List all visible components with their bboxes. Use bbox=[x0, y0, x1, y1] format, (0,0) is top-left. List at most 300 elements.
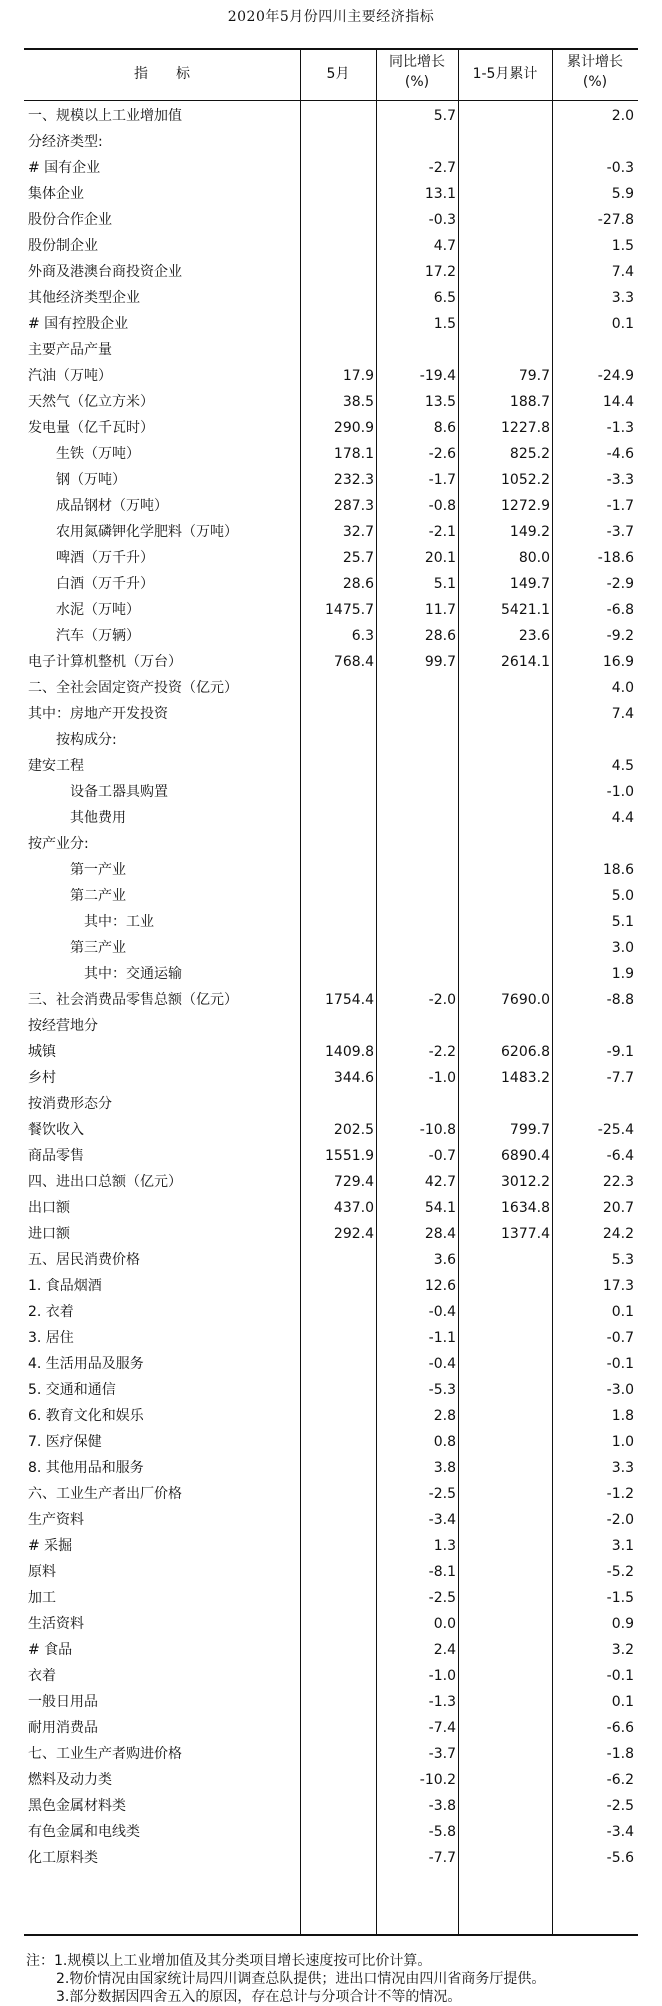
row-cum-growth-value: 3.3 bbox=[611, 290, 634, 306]
row-indicator: 按构成分: bbox=[56, 732, 117, 748]
row-yoy-value: 13.1 bbox=[424, 186, 456, 202]
row-indicator: 3. 居住 bbox=[28, 1330, 74, 1346]
row-indicator: 原料 bbox=[28, 1564, 56, 1580]
table-row bbox=[24, 1117, 638, 1143]
row-indicator: 1. 食品烟酒 bbox=[28, 1278, 102, 1294]
row-may-value: 1551.9 bbox=[325, 1148, 374, 1164]
row-indicator: 生产资料 bbox=[28, 1512, 84, 1528]
row-cum-growth-value: 4.5 bbox=[611, 758, 634, 774]
table-row bbox=[24, 883, 638, 909]
table-row bbox=[24, 1403, 638, 1429]
row-cum-value bbox=[458, 1325, 550, 1351]
row-yoy-value: -0.4 bbox=[428, 1304, 456, 1320]
row-cum-growth-value: -0.3 bbox=[606, 160, 634, 176]
table-row bbox=[24, 1845, 638, 1871]
header-may: 5月 bbox=[326, 66, 350, 82]
row-cum-growth-value bbox=[552, 1091, 634, 1117]
row-indicator: 4. 生活用品及服务 bbox=[28, 1356, 144, 1372]
row-yoy-value: -0.7 bbox=[428, 1148, 456, 1164]
row-indicator: 建安工程 bbox=[28, 758, 84, 774]
row-cum-value: 1272.9 bbox=[501, 498, 550, 514]
table-row bbox=[24, 1559, 638, 1585]
row-indicator: 第一产业 bbox=[70, 862, 126, 878]
row-indicator: 8. 其他用品和服务 bbox=[28, 1460, 144, 1476]
row-cum-growth-value: 22.3 bbox=[602, 1174, 634, 1190]
table-row bbox=[24, 311, 638, 337]
row-yoy-value: 99.7 bbox=[424, 654, 456, 670]
row-indicator: 7. 医疗保健 bbox=[28, 1434, 102, 1450]
table-row bbox=[24, 103, 638, 129]
row-may-value bbox=[300, 1507, 374, 1533]
row-indicator: 一般日用品 bbox=[28, 1694, 98, 1710]
row-cum-growth-value: 5.0 bbox=[611, 888, 634, 904]
header-yoy bbox=[376, 52, 458, 92]
row-may-value bbox=[300, 1273, 374, 1299]
row-may-value bbox=[300, 1481, 374, 1507]
row-cum-value bbox=[458, 1663, 550, 1689]
table-row bbox=[24, 545, 638, 571]
row-yoy-value: -7.7 bbox=[428, 1850, 456, 1866]
row-indicator: 其中：房地产开发投资 bbox=[28, 706, 168, 722]
row-cum-growth-value: -0.1 bbox=[606, 1668, 634, 1684]
row-cum-growth-value: 3.2 bbox=[611, 1642, 634, 1658]
table-top-rule bbox=[24, 48, 638, 50]
table-row bbox=[24, 1169, 638, 1195]
table-row bbox=[24, 1637, 638, 1663]
row-cum-value bbox=[458, 857, 550, 883]
row-cum-growth-value: 20.7 bbox=[602, 1200, 634, 1216]
row-indicator: # 食品 bbox=[28, 1642, 73, 1658]
table-row bbox=[24, 1481, 638, 1507]
row-may-value bbox=[300, 727, 374, 753]
row-indicator: 餐饮收入 bbox=[28, 1122, 84, 1138]
row-yoy-value: -2.5 bbox=[428, 1590, 456, 1606]
row-indicator: 其中：工业 bbox=[84, 914, 154, 930]
row-cum-value: 1052.2 bbox=[501, 472, 550, 488]
row-yoy-value: 28.6 bbox=[424, 628, 456, 644]
row-yoy-value: -1.1 bbox=[428, 1330, 456, 1346]
row-yoy-value bbox=[376, 857, 456, 883]
row-cum-growth-value: -1.7 bbox=[606, 498, 634, 514]
table-row bbox=[24, 1247, 638, 1273]
row-cum-growth-value: -3.3 bbox=[606, 472, 634, 488]
row-may-value bbox=[300, 805, 374, 831]
row-indicator: 进口额 bbox=[28, 1226, 70, 1242]
row-indicator: 衣着 bbox=[28, 1668, 56, 1684]
row-cum-value: 79.7 bbox=[518, 368, 550, 384]
row-cum-value bbox=[458, 909, 550, 935]
table-row bbox=[24, 1689, 638, 1715]
row-yoy-value bbox=[376, 805, 456, 831]
table-row bbox=[24, 753, 638, 779]
row-cum-value: 825.2 bbox=[509, 446, 550, 462]
row-cum-growth-value: 1.8 bbox=[611, 1408, 634, 1424]
row-cum-growth-value: -1.3 bbox=[606, 420, 634, 436]
row-cum-value bbox=[458, 181, 550, 207]
row-cum-value bbox=[458, 311, 550, 337]
row-yoy-value bbox=[376, 1091, 456, 1117]
row-cum-value: 149.2 bbox=[509, 524, 550, 540]
row-cum-value bbox=[458, 961, 550, 987]
row-cum-growth-value bbox=[552, 337, 634, 363]
row-yoy-value: -1.3 bbox=[428, 1694, 456, 1710]
row-indicator: 四、进出口总额（亿元） bbox=[28, 1174, 182, 1190]
row-indicator: 二、全社会固定资产投资（亿元） bbox=[28, 680, 238, 696]
row-indicator: 按产业分: bbox=[28, 836, 89, 852]
row-cum-growth-value: -1.8 bbox=[606, 1746, 634, 1762]
row-cum-value: 1634.8 bbox=[501, 1200, 550, 1216]
row-may-value bbox=[300, 1325, 374, 1351]
header-yoy-unit: (%) bbox=[404, 74, 430, 90]
row-indicator: 其他经济类型企业 bbox=[28, 290, 140, 306]
table-row bbox=[24, 649, 638, 675]
table-row bbox=[24, 1819, 638, 1845]
row-may-value bbox=[300, 779, 374, 805]
row-may-value bbox=[300, 181, 374, 207]
row-cum-growth-value: -18.6 bbox=[597, 550, 634, 566]
row-cum-value: 799.7 bbox=[509, 1122, 550, 1138]
row-cum-growth-value: -2.0 bbox=[606, 1512, 634, 1528]
row-may-value bbox=[300, 1091, 374, 1117]
row-yoy-value: 5.7 bbox=[433, 108, 456, 124]
row-indicator: 5. 交通和通信 bbox=[28, 1382, 116, 1398]
row-cum-value bbox=[458, 233, 550, 259]
row-indicator: 电子计算机整机（万台） bbox=[28, 654, 182, 670]
table-row bbox=[24, 987, 638, 1013]
row-indicator: # 采掘 bbox=[28, 1538, 73, 1554]
row-yoy-value: -10.8 bbox=[419, 1122, 456, 1138]
row-cum-value bbox=[458, 129, 550, 155]
table-row bbox=[24, 467, 638, 493]
row-may-value: 1409.8 bbox=[325, 1044, 374, 1060]
row-yoy-value: 54.1 bbox=[424, 1200, 456, 1216]
row-cum-growth-value: 2.0 bbox=[611, 108, 634, 124]
table-row bbox=[24, 129, 638, 155]
row-cum-growth-value: 0.9 bbox=[611, 1616, 634, 1632]
row-indicator: 钢（万吨） bbox=[56, 472, 126, 488]
row-may-value bbox=[300, 1715, 374, 1741]
row-cum-value: 188.7 bbox=[509, 394, 550, 410]
table-row bbox=[24, 181, 638, 207]
row-may-value: 287.3 bbox=[333, 498, 374, 514]
table-row bbox=[24, 1221, 638, 1247]
row-cum-growth-value: -27.8 bbox=[597, 212, 634, 228]
row-cum-value: 5421.1 bbox=[501, 602, 550, 618]
row-yoy-value: 2.4 bbox=[433, 1642, 456, 1658]
row-yoy-value: -2.1 bbox=[428, 524, 456, 540]
row-may-value: 344.6 bbox=[333, 1070, 374, 1086]
row-yoy-value: -5.8 bbox=[428, 1824, 456, 1840]
row-indicator: 集体企业 bbox=[28, 186, 84, 202]
row-yoy-value bbox=[376, 129, 456, 155]
table-row bbox=[24, 779, 638, 805]
row-yoy-value bbox=[376, 1013, 456, 1039]
row-cum-value: 1483.2 bbox=[501, 1070, 550, 1086]
row-yoy-value: -5.3 bbox=[428, 1382, 456, 1398]
row-may-value: 437.0 bbox=[333, 1200, 374, 1216]
row-yoy-value: -10.2 bbox=[419, 1772, 456, 1788]
row-yoy-value bbox=[376, 337, 456, 363]
table-row bbox=[24, 857, 638, 883]
row-cum-growth-value: 0.1 bbox=[611, 1304, 634, 1320]
row-may-value: 232.3 bbox=[333, 472, 374, 488]
table-row bbox=[24, 1663, 638, 1689]
row-cum-growth-value: -1.0 bbox=[606, 784, 634, 800]
row-yoy-value: -2.7 bbox=[428, 160, 456, 176]
row-may-value: 38.5 bbox=[342, 394, 374, 410]
row-cum-value: 1227.8 bbox=[501, 420, 550, 436]
table-row bbox=[24, 831, 638, 857]
row-indicator: 啤酒（万千升） bbox=[56, 550, 154, 566]
table-row bbox=[24, 1299, 638, 1325]
row-cum-growth-value: -24.9 bbox=[597, 368, 634, 384]
row-may-value bbox=[300, 337, 374, 363]
row-indicator: 成品钢材（万吨） bbox=[56, 498, 168, 514]
row-cum-value bbox=[458, 1585, 550, 1611]
row-cum-growth-value: -9.2 bbox=[606, 628, 634, 644]
row-cum-value bbox=[458, 727, 550, 753]
row-yoy-value: 4.7 bbox=[433, 238, 456, 254]
row-yoy-value bbox=[376, 727, 456, 753]
row-cum-value bbox=[458, 779, 550, 805]
row-indicator: 农用氮磷钾化学肥料（万吨） bbox=[56, 524, 238, 540]
row-yoy-value: 8.6 bbox=[433, 420, 456, 436]
row-yoy-value: -1.0 bbox=[428, 1070, 456, 1086]
row-cum-value bbox=[458, 1741, 550, 1767]
row-cum-growth-value: 14.4 bbox=[602, 394, 634, 410]
row-may-value bbox=[300, 883, 374, 909]
row-indicator: # 国有企业 bbox=[28, 160, 101, 176]
row-cum-value bbox=[458, 1715, 550, 1741]
row-indicator: 分经济类型: bbox=[28, 134, 103, 150]
row-may-value bbox=[300, 753, 374, 779]
row-may-value bbox=[300, 1455, 374, 1481]
row-cum-value bbox=[458, 805, 550, 831]
row-cum-value bbox=[458, 1377, 550, 1403]
row-cum-growth-value: 3.0 bbox=[611, 940, 634, 956]
row-yoy-value: -2.6 bbox=[428, 446, 456, 462]
row-cum-value bbox=[458, 155, 550, 181]
table-row bbox=[24, 1091, 638, 1117]
row-may-value bbox=[300, 1429, 374, 1455]
row-indicator: 股份合作企业 bbox=[28, 212, 112, 228]
row-cum-growth-value: -7.7 bbox=[606, 1070, 634, 1086]
row-may-value bbox=[300, 207, 374, 233]
row-may-value bbox=[300, 155, 374, 181]
footnote-3: 3.部分数据因四舍五入的原因，存在总计与分项合计不等的情况。 bbox=[56, 1989, 462, 2005]
header-indicator: 指 标 bbox=[134, 66, 190, 82]
row-yoy-value bbox=[376, 883, 456, 909]
row-may-value: 1754.4 bbox=[325, 992, 374, 1008]
row-yoy-value: 2.8 bbox=[433, 1408, 456, 1424]
row-cum-growth-value: -5.6 bbox=[606, 1850, 634, 1866]
header-cum: 1-5月累计 bbox=[472, 66, 538, 82]
table-row bbox=[24, 519, 638, 545]
row-may-value bbox=[300, 675, 374, 701]
row-yoy-value: 28.4 bbox=[424, 1226, 456, 1242]
row-cum-value bbox=[458, 1637, 550, 1663]
table-row bbox=[24, 1377, 638, 1403]
row-yoy-value: -3.4 bbox=[428, 1512, 456, 1528]
row-indicator: 按经营地分 bbox=[28, 1018, 98, 1034]
row-yoy-value: 42.7 bbox=[424, 1174, 456, 1190]
row-cum-growth-value: -5.2 bbox=[606, 1564, 634, 1580]
table-row bbox=[24, 1429, 638, 1455]
row-yoy-value: -2.2 bbox=[428, 1044, 456, 1060]
table-row bbox=[24, 961, 638, 987]
row-cum-value bbox=[458, 337, 550, 363]
row-yoy-value: -3.8 bbox=[428, 1798, 456, 1814]
row-cum-value: 149.7 bbox=[509, 576, 550, 592]
row-cum-growth-value bbox=[552, 831, 634, 857]
row-yoy-value: -2.0 bbox=[428, 992, 456, 1008]
row-may-value bbox=[300, 1013, 374, 1039]
row-cum-value bbox=[458, 1689, 550, 1715]
table-row bbox=[24, 909, 638, 935]
row-cum-growth-value: 24.2 bbox=[602, 1226, 634, 1242]
row-cum-value bbox=[458, 1481, 550, 1507]
row-indicator: 其中：交通运输 bbox=[84, 966, 182, 982]
table-row bbox=[24, 1533, 638, 1559]
row-cum-value: 23.6 bbox=[518, 628, 550, 644]
table-row bbox=[24, 1715, 638, 1741]
row-yoy-value: -8.1 bbox=[428, 1564, 456, 1580]
row-yoy-value: 1.5 bbox=[433, 316, 456, 332]
row-cum-value bbox=[458, 1299, 550, 1325]
row-cum-growth-value: 0.1 bbox=[611, 316, 634, 332]
row-indicator: 汽车（万辆） bbox=[56, 628, 140, 644]
row-cum-value bbox=[458, 207, 550, 233]
row-may-value: 729.4 bbox=[333, 1174, 374, 1190]
row-cum-value bbox=[458, 935, 550, 961]
footnote-2: 2.物价情况由国家统计局四川调查总队提供；进出口情况由四川省商务厅提供。 bbox=[56, 1971, 546, 1987]
table-row bbox=[24, 935, 638, 961]
row-cum-value bbox=[458, 285, 550, 311]
row-indicator: 一、规模以上工业增加值 bbox=[28, 108, 182, 124]
row-cum-value bbox=[458, 753, 550, 779]
row-cum-value: 3012.2 bbox=[501, 1174, 550, 1190]
row-may-value: 28.6 bbox=[342, 576, 374, 592]
row-may-value: 202.5 bbox=[333, 1122, 374, 1138]
table-row bbox=[24, 1013, 638, 1039]
row-cum-growth-value: 4.4 bbox=[611, 810, 634, 826]
row-yoy-value: -0.4 bbox=[428, 1356, 456, 1372]
table-row bbox=[24, 1039, 638, 1065]
row-indicator: 设备工器具购置 bbox=[70, 784, 168, 800]
row-may-value: 292.4 bbox=[333, 1226, 374, 1242]
table-row bbox=[24, 207, 638, 233]
row-cum-growth-value: -2.9 bbox=[606, 576, 634, 592]
header-cum-growth-unit: (%) bbox=[582, 74, 608, 90]
row-indicator: 其他费用 bbox=[70, 810, 126, 826]
row-yoy-value: 13.5 bbox=[424, 394, 456, 410]
row-cum-growth-value: -4.6 bbox=[606, 446, 634, 462]
row-may-value bbox=[300, 103, 374, 129]
table-row bbox=[24, 1143, 638, 1169]
row-cum-value bbox=[458, 883, 550, 909]
row-indicator: 燃料及动力类 bbox=[28, 1772, 112, 1788]
row-may-value bbox=[300, 1533, 374, 1559]
row-cum-growth-value: -1.2 bbox=[606, 1486, 634, 1502]
table-row bbox=[24, 1195, 638, 1221]
row-indicator: 五、居民消费价格 bbox=[28, 1252, 140, 1268]
row-cum-growth-value: 1.0 bbox=[611, 1434, 634, 1450]
row-cum-growth-value: -3.4 bbox=[606, 1824, 634, 1840]
table-row bbox=[24, 727, 638, 753]
row-may-value bbox=[300, 1819, 374, 1845]
row-indicator: 六、工业生产者出厂价格 bbox=[28, 1486, 182, 1502]
footnote-1: 注：1.规模以上工业增加值及其分类项目增长速度按可比价计算。 bbox=[26, 1953, 432, 1969]
row-cum-growth-value: -1.5 bbox=[606, 1590, 634, 1606]
row-indicator: 主要产品产量 bbox=[28, 342, 112, 358]
row-may-value: 17.9 bbox=[342, 368, 374, 384]
row-cum-growth-value: -3.0 bbox=[606, 1382, 634, 1398]
row-yoy-value bbox=[376, 701, 456, 727]
table-row bbox=[24, 155, 638, 181]
header-yoy-label: 同比增长 bbox=[389, 54, 445, 70]
row-may-value bbox=[300, 1663, 374, 1689]
row-cum-growth-value bbox=[552, 1013, 634, 1039]
row-cum-growth-value: -6.6 bbox=[606, 1720, 634, 1736]
row-indicator: 七、工业生产者购进价格 bbox=[28, 1746, 182, 1762]
row-may-value bbox=[300, 1377, 374, 1403]
row-cum-growth-value: 0.1 bbox=[611, 1694, 634, 1710]
table-row bbox=[24, 1325, 638, 1351]
row-indicator: 按消费形态分 bbox=[28, 1096, 112, 1112]
row-cum-value bbox=[458, 1507, 550, 1533]
row-cum-value bbox=[458, 701, 550, 727]
row-yoy-value bbox=[376, 909, 456, 935]
table-row bbox=[24, 571, 638, 597]
header-cum-growth bbox=[552, 52, 638, 92]
row-cum-value bbox=[458, 1091, 550, 1117]
row-cum-value bbox=[458, 1429, 550, 1455]
row-indicator: 加工 bbox=[28, 1590, 56, 1606]
row-indicator: 黑色金属材料类 bbox=[28, 1798, 126, 1814]
row-cum-growth-value: 3.3 bbox=[611, 1460, 634, 1476]
row-cum-growth-value: 5.1 bbox=[611, 914, 634, 930]
row-cum-growth-value: 17.3 bbox=[602, 1278, 634, 1294]
row-indicator: 化工原料类 bbox=[28, 1850, 98, 1866]
row-yoy-value bbox=[376, 675, 456, 701]
row-cum-value: 2614.1 bbox=[501, 654, 550, 670]
row-cum-growth-value: 7.4 bbox=[611, 264, 634, 280]
row-cum-value bbox=[458, 1845, 550, 1871]
row-indicator: 发电量（亿千瓦时） bbox=[28, 420, 154, 436]
page-title: 2020年5月份四川主要经济指标 bbox=[227, 9, 435, 25]
header-cum-growth-label: 累计增长 bbox=[567, 54, 623, 70]
row-yoy-value: -3.7 bbox=[428, 1746, 456, 1762]
row-may-value: 6.3 bbox=[351, 628, 374, 644]
row-cum-growth-value: -2.5 bbox=[606, 1798, 634, 1814]
row-yoy-value bbox=[376, 935, 456, 961]
row-cum-growth-value: -25.4 bbox=[597, 1122, 634, 1138]
row-indicator: 外商及港澳台商投资企业 bbox=[28, 264, 182, 280]
table-row bbox=[24, 1767, 638, 1793]
row-yoy-value: 5.1 bbox=[433, 576, 456, 592]
row-cum-growth-value: 4.0 bbox=[611, 680, 634, 696]
row-yoy-value: -1.7 bbox=[428, 472, 456, 488]
row-may-value bbox=[300, 961, 374, 987]
row-cum-value bbox=[458, 103, 550, 129]
table-row bbox=[24, 1065, 638, 1091]
row-yoy-value: 1.3 bbox=[433, 1538, 456, 1554]
row-cum-growth-value: -8.8 bbox=[606, 992, 634, 1008]
table-bottom-rule bbox=[24, 1934, 638, 1936]
row-yoy-value: 6.5 bbox=[433, 290, 456, 306]
row-yoy-value: 12.6 bbox=[424, 1278, 456, 1294]
row-cum-value bbox=[458, 1767, 550, 1793]
